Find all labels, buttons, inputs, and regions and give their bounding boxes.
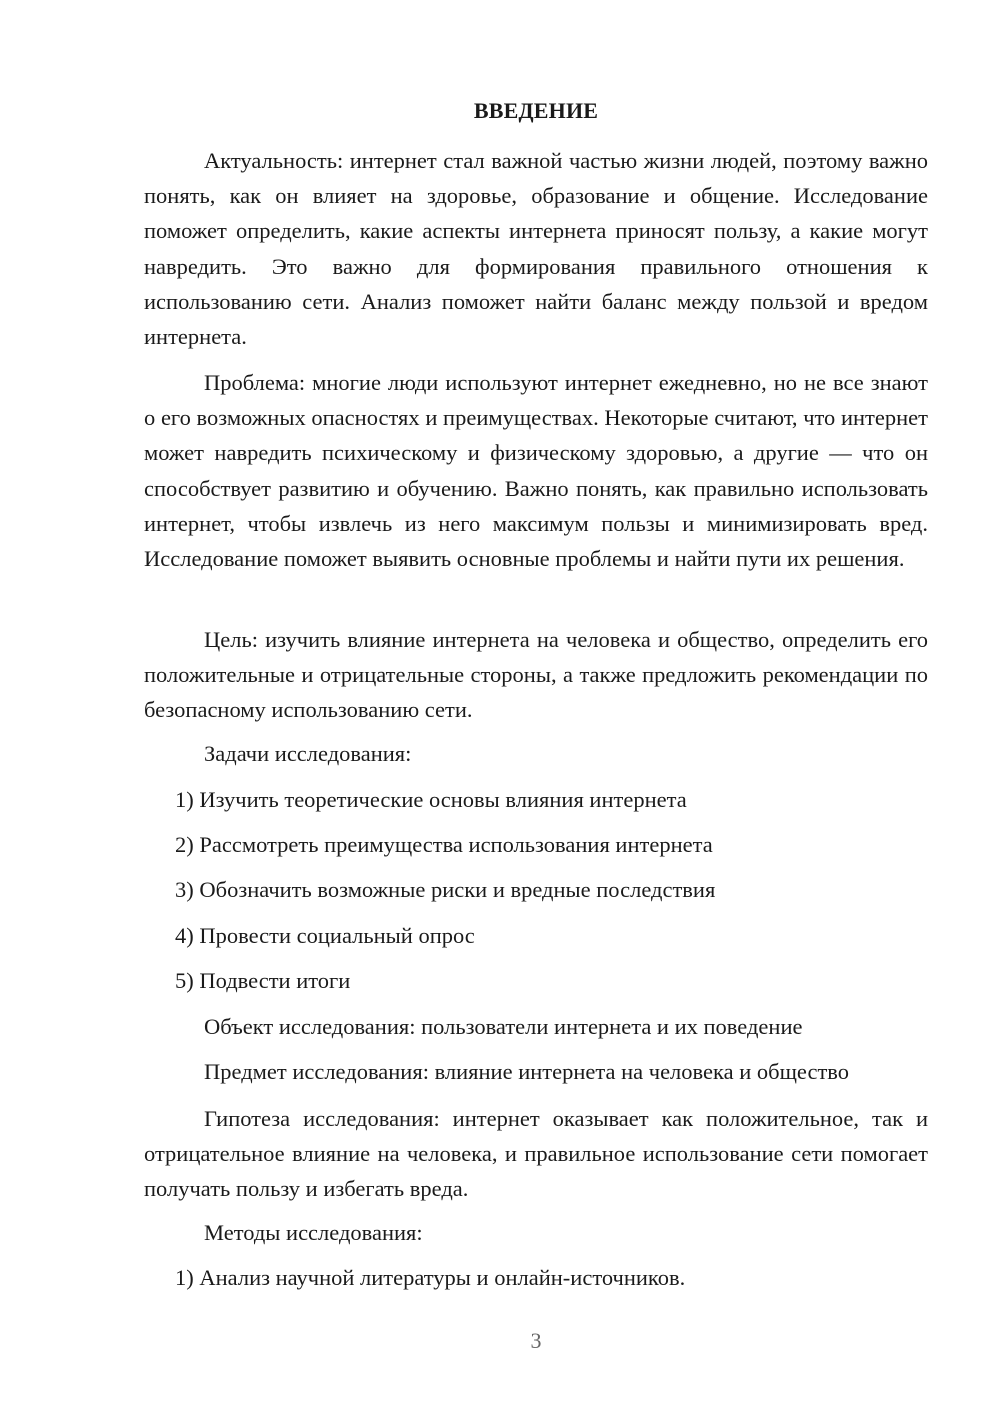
paragraph-hypothesis: Гипотеза исследования: интернет оказывает как положительное, так и отрицательное влияние на человека, и правильное использование сети помогает получать пользу и избегать вреда. [144,1106,928,1202]
page-title: ВВЕДЕНИЕ [473,98,599,123]
paragraph-goal: Цель: изучить влияние интернета на человека и общество, определить его положительные и отрицательные стороны, а также предложить рекомендации по безопасному использованию сети. [144,627,928,723]
page-number: 3 [530,1328,542,1353]
methods-heading: Методы исследования: [204,1220,423,1245]
method-item: 1) Анализ научной литературы и онлайн-источников. [175,1265,686,1290]
research-object: Объект исследования: пользователи интернета и их поведение [204,1014,803,1039]
task-item: 4) Провести социальный опрос [175,923,475,948]
research-subject: Предмет исследования: влияние интернета на человека и общество [204,1059,849,1084]
task-item: 2) Рассмотреть преимущества использования интернета [175,832,713,857]
tasks-heading: Задачи исследования: [204,741,412,766]
paragraph-problem: Проблема: многие люди используют интернет ежедневно, но не все знают о его возможных опасностях и преимуществах. Некоторые считают, что интернет может навредить психическому и физическому здоровью, а другие — что он способствует развитию и обучению. Важно понять, как правильно использовать интернет, чтобы извлечь из него максимум пользы и минимизировать вред. Исследование поможет выявить основные проблемы и найти пути их решения. [144,370,928,572]
task-item: 5) Подвести итоги [175,968,351,993]
paragraph-relevance: Актуальность: интернет стал важной частью жизни людей, поэтому важно понять, как он влияет на здоровье, образование и общение. Исследование поможет определить, какие аспекты интернета приносят пользу, а какие могут навредить. Это важно для формирования правильного отношения к использованию сети. Анализ поможет найти баланс между пользой и вредом интернета. [144,148,928,350]
task-item: 1) Изучить теоретические основы влияния интернета [175,787,687,812]
task-item: 3) Обозначить возможные риски и вредные последствия [175,877,716,902]
